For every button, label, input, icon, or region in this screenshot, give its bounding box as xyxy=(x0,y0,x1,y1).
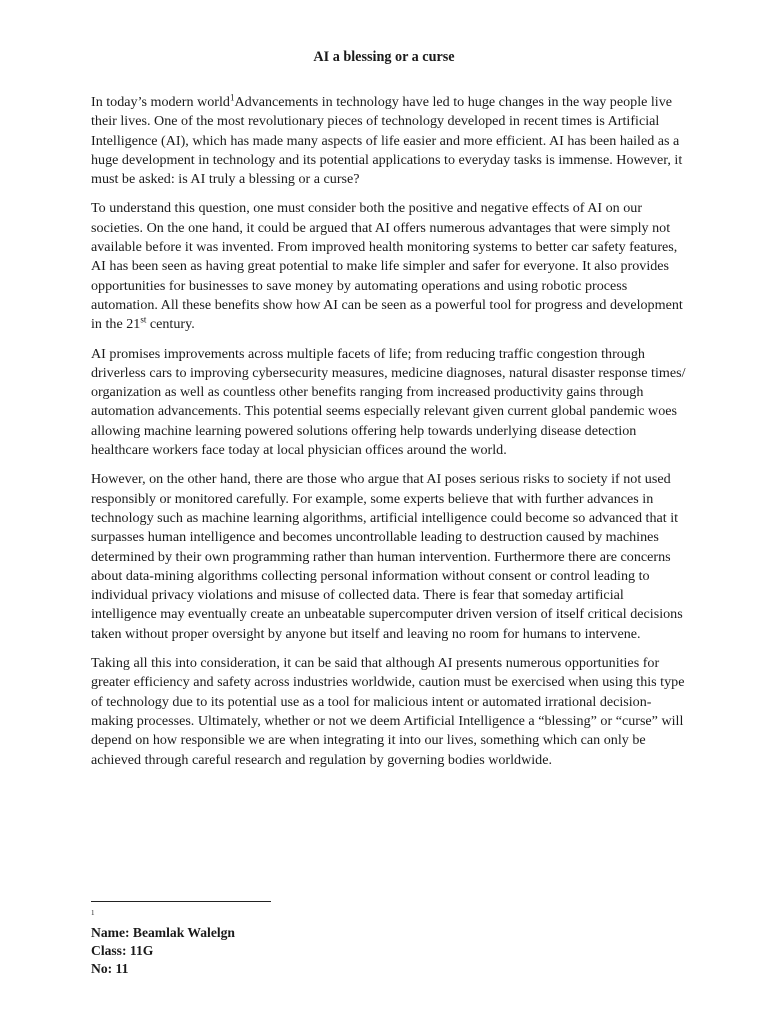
author-class: Class: 11G xyxy=(91,943,154,958)
document-body xyxy=(91,93,686,780)
document-title: AI a blessing or a curse xyxy=(313,49,455,65)
paragraph-positive-text: To understand this question, one must consider both the positive and negative effects of AI on our societies. On the one hand, it could be argued that AI offers numerous advantages that were simply not available before it was invented. From improved health monitoring systems to better car safety features, AI has been seen as having great potential to make life simpler and safer for everyone. It also provides opportunities for businesses to save money by automating operations and using robotic process automation. All these benefits show how AI can be seen as a powerful tool for progress and development in the 21 xyxy=(91,200,683,333)
paragraph-positive-text-end: century. xyxy=(146,316,195,333)
author-name: Name: Beamlak Walelgn xyxy=(91,925,235,940)
footnote-reference[interactable]: 1 xyxy=(229,92,235,103)
author-number: No: 11 xyxy=(91,961,129,976)
paragraph-intro-text-continued: Advancements in technology have led to huge changes in the way people live their lives. One of the most revolutionary pieces of technology developed in recent times is Artificial Intelligence (AI), which has made many aspects of life easier and more efficient. AI has been hailed as a huge development in technology and its potential applications to everyday tasks is immense. However, it must be asked: is AI truly a blessing or a curse? xyxy=(91,94,683,188)
paragraph-intro xyxy=(91,93,686,189)
footnote-author-block xyxy=(91,924,235,978)
paragraph-intro-text: In today’s modern world xyxy=(91,94,230,110)
ordinal-suffix: st xyxy=(140,314,147,325)
paragraph-improvements: AI promises improvements across multiple facets of life; from reducing traffic congestion through driverless cars to improving cybersecurity measures, medicine diagnoses, natural disaster response times/ organization as well as countless other benefits ranging from increased productivity gains through automation advancements. This potential seems especially relevant given current global pandemic woes allowing machine learning powered solutions offering help towards underlying disease detection healthcare workers face today at local physician offices around the world. xyxy=(91,345,686,459)
footnote-separator xyxy=(91,901,271,902)
paragraph-positive-effects xyxy=(91,199,686,334)
paragraph-risks: However, on the other hand, there are those who argue that AI poses serious risks to society if not used responsibly or monitored carefully. For example, some experts believe that with further advances in technology such as machine learning algorithms, artificial intelligence could become so advanced that it surpasses human intelligence and becomes uncontrollable leading to destruction caused by machines determined by their own programming rather than human intervention. Furthermore there are concerns about data-mining algorithms collecting personal information without consent or control leading to individual privacy violations and misuse of collected data. There is fear that someday artificial intelligence may eventually create an unbeatable supercomputer driven version of itself critical decisions taken without proper oversight by anyone but itself and leaving no room for humans to intervene. xyxy=(91,471,683,642)
footnote-mark: 1 xyxy=(91,909,95,917)
paragraph-conclusion: Taking all this into consideration, it can be said that although AI presents numerous opportunities for greater efficiency and safety across industries worldwide, caution must be exercised when using this type of technology due to its potential use as a tool for malicious intent or automated irrational decision-making processes. Ultimately, whether or not we deem Artificial Intelligence a “blessing” or “curse” will depend on how responsible we are when integrating it into our lives, something which can only be achieved through careful research and regulation by governing bodies worldwide. xyxy=(91,655,685,768)
